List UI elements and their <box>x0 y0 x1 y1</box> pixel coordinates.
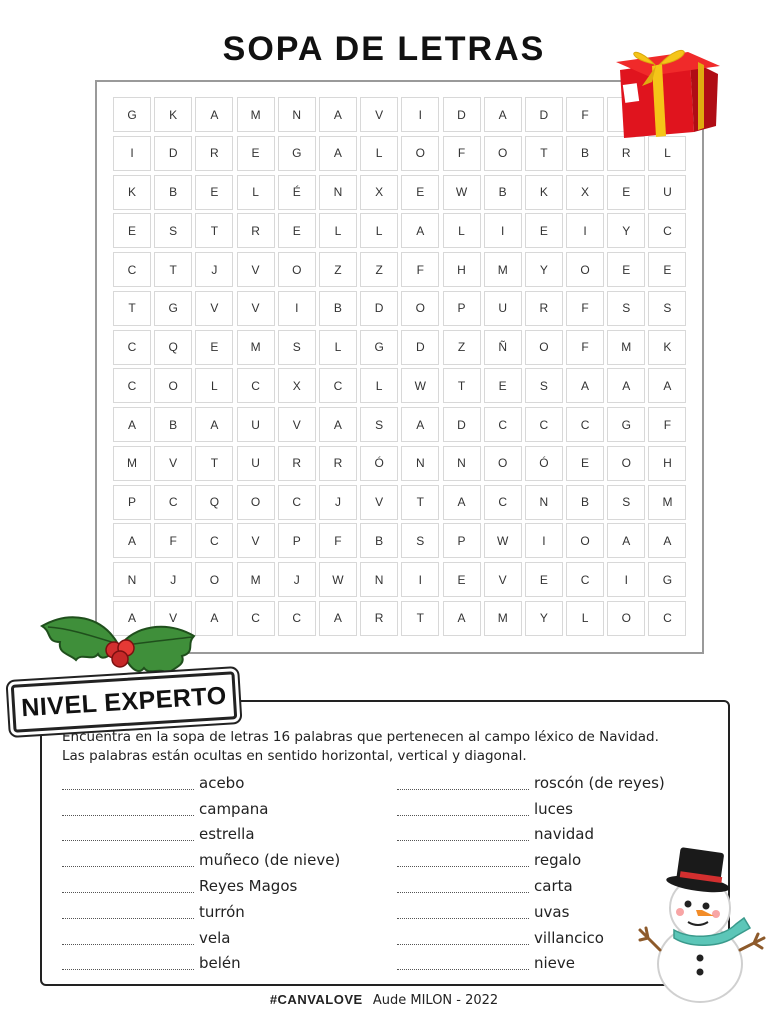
grid-cell[interactable]: N <box>360 562 398 597</box>
grid-cell[interactable]: E <box>401 175 439 210</box>
grid-cell[interactable]: W <box>443 175 481 210</box>
grid-cell[interactable]: A <box>607 523 645 558</box>
word-list-item <box>397 770 665 796</box>
grid-cell[interactable]: D <box>360 291 398 326</box>
grid-cell[interactable]: R <box>319 446 357 481</box>
grid-cell[interactable]: B <box>154 407 192 442</box>
grid-cell[interactable]: B <box>566 136 604 171</box>
grid-cell[interactable]: A <box>195 407 233 442</box>
grid-cell[interactable]: A <box>443 485 481 520</box>
grid-cell[interactable]: V <box>237 291 275 326</box>
answer-line[interactable] <box>397 956 529 970</box>
word-list-item <box>62 770 340 796</box>
grid-cell[interactable]: U <box>237 407 275 442</box>
grid-cell[interactable]: L <box>648 136 686 171</box>
grid-cell[interactable]: P <box>443 291 481 326</box>
grid-cell[interactable]: C <box>278 601 316 636</box>
grid-cell[interactable]: F <box>648 407 686 442</box>
grid-cell[interactable]: C <box>237 601 275 636</box>
grid-cell[interactable]: D <box>401 330 439 365</box>
grid-cell[interactable]: F <box>566 330 604 365</box>
grid-cell[interactable]: C <box>154 485 192 520</box>
grid-cell[interactable]: F <box>154 523 192 558</box>
grid-cell[interactable]: L <box>195 368 233 403</box>
grid-cell[interactable]: V <box>360 485 398 520</box>
grid-cell[interactable]: T <box>195 446 233 481</box>
grid-cell[interactable]: N <box>401 446 439 481</box>
grid-cell[interactable]: J <box>195 252 233 287</box>
grid-cell[interactable]: T <box>113 291 151 326</box>
grid-cell[interactable]: Y <box>607 213 645 248</box>
grid-cell[interactable]: L <box>443 213 481 248</box>
word-list-item <box>62 873 340 899</box>
grid-cell[interactable]: I <box>401 97 439 132</box>
word-search-grid-frame <box>95 80 704 654</box>
word-label: nieve <box>534 954 576 973</box>
grid-cell[interactable]: O <box>195 562 233 597</box>
grid-cell[interactable]: E <box>195 330 233 365</box>
grid-cell[interactable]: D <box>443 97 481 132</box>
grid-cell[interactable]: L <box>360 213 398 248</box>
gift-box-icon <box>612 40 724 140</box>
grid-cell[interactable]: E <box>607 175 645 210</box>
grid-cell[interactable]: I <box>525 523 563 558</box>
grid-cell[interactable]: Z <box>443 330 481 365</box>
grid-cell[interactable]: H <box>443 252 481 287</box>
grid-cell[interactable]: O <box>401 291 439 326</box>
grid-cell[interactable]: C <box>319 368 357 403</box>
grid-cell[interactable]: O <box>401 136 439 171</box>
grid-cell[interactable]: I <box>401 562 439 597</box>
word-list-item <box>62 847 340 873</box>
grid-cell[interactable]: A <box>113 523 151 558</box>
grid-cell[interactable]: L <box>319 330 357 365</box>
word-list-item <box>397 822 665 848</box>
grid-cell[interactable]: X <box>566 175 604 210</box>
grid-cell[interactable]: O <box>607 601 645 636</box>
grid-cell[interactable]: J <box>154 562 192 597</box>
grid-cell[interactable]: A <box>319 407 357 442</box>
grid-cell[interactable]: T <box>525 136 563 171</box>
grid-cell[interactable]: I <box>278 291 316 326</box>
grid-cell[interactable]: A <box>319 97 357 132</box>
grid-cell[interactable]: A <box>648 368 686 403</box>
grid-cell[interactable]: B <box>319 291 357 326</box>
grid-cell[interactable]: M <box>484 601 522 636</box>
word-list-right <box>397 770 665 976</box>
grid-cell[interactable]: O <box>278 252 316 287</box>
grid-cell[interactable]: C <box>484 485 522 520</box>
grid-cell[interactable]: O <box>484 446 522 481</box>
grid-cell[interactable]: V <box>195 291 233 326</box>
word-label: acebo <box>199 773 245 792</box>
grid-cell[interactable]: P <box>113 485 151 520</box>
grid-cell[interactable]: I <box>113 136 151 171</box>
grid-cell[interactable]: M <box>484 252 522 287</box>
grid-cell[interactable]: M <box>237 97 275 132</box>
grid-cell[interactable]: V <box>360 97 398 132</box>
grid-cell[interactable]: Q <box>195 485 233 520</box>
word-list-item <box>397 899 665 925</box>
grid-cell[interactable]: E <box>648 252 686 287</box>
grid-cell[interactable]: G <box>154 291 192 326</box>
level-badge: NIVEL EXPERTO <box>11 671 238 733</box>
word-list-item <box>62 822 340 848</box>
word-label: villancico <box>534 928 604 947</box>
grid-cell[interactable]: N <box>443 446 481 481</box>
grid-cell[interactable]: C <box>566 562 604 597</box>
grid-cell[interactable]: E <box>278 213 316 248</box>
grid-cell[interactable]: E <box>113 213 151 248</box>
word-label: turrón <box>199 902 245 921</box>
grid-cell[interactable]: B <box>154 175 192 210</box>
grid-cell[interactable]: G <box>607 407 645 442</box>
grid-cell[interactable]: U <box>237 446 275 481</box>
grid-cell[interactable]: K <box>648 330 686 365</box>
grid-cell[interactable]: F <box>566 97 604 132</box>
answer-line[interactable] <box>62 905 194 919</box>
grid-cell[interactable]: N <box>113 562 151 597</box>
footer-author: Aude MILON - 2022 <box>372 993 499 1008</box>
word-list-item <box>62 899 340 925</box>
grid-cell[interactable]: V <box>154 446 192 481</box>
grid-cell[interactable]: J <box>278 562 316 597</box>
grid-cell[interactable]: S <box>525 368 563 403</box>
grid-cell[interactable]: E <box>237 136 275 171</box>
instructions-panel <box>40 700 730 986</box>
grid-cell[interactable]: F <box>566 291 604 326</box>
grid-cell[interactable]: S <box>607 291 645 326</box>
grid-cell[interactable]: Ó <box>360 446 398 481</box>
grid-cell[interactable]: C <box>484 407 522 442</box>
grid-cell[interactable]: V <box>237 523 275 558</box>
grid-cell[interactable]: F <box>443 136 481 171</box>
answer-line[interactable] <box>397 802 529 816</box>
grid-cell[interactable]: K <box>154 97 192 132</box>
grid-cell[interactable]: I <box>484 213 522 248</box>
grid-cell[interactable]: Z <box>319 252 357 287</box>
grid-cell[interactable]: Z <box>360 252 398 287</box>
grid-cell[interactable]: X <box>278 368 316 403</box>
word-list-item <box>397 796 665 822</box>
grid-cell[interactable]: É <box>278 175 316 210</box>
word-list-left <box>62 770 340 976</box>
grid-cell[interactable]: T <box>195 213 233 248</box>
word-label: navidad <box>534 825 594 844</box>
word-label: Reyes Magos <box>199 877 298 896</box>
word-list-item <box>397 951 665 977</box>
grid-cell[interactable]: A <box>484 97 522 132</box>
grid-cell[interactable]: E <box>525 562 563 597</box>
grid-cell[interactable]: G <box>113 97 151 132</box>
grid-cell[interactable]: L <box>319 213 357 248</box>
grid-cell[interactable]: O <box>484 136 522 171</box>
word-label: uvas <box>534 902 570 921</box>
grid-cell[interactable]: K <box>113 175 151 210</box>
grid-cell[interactable]: L <box>360 136 398 171</box>
word-list-item <box>397 925 665 951</box>
grid-cell[interactable]: A <box>401 213 439 248</box>
grid-cell[interactable]: X <box>360 175 398 210</box>
answer-line[interactable] <box>397 931 529 945</box>
grid-cell[interactable]: W <box>484 523 522 558</box>
grid-cell[interactable]: C <box>278 485 316 520</box>
grid-cell[interactable]: I <box>607 562 645 597</box>
grid-cell[interactable]: R <box>195 136 233 171</box>
grid-cell[interactable]: C <box>113 330 151 365</box>
grid-cell[interactable]: V <box>278 407 316 442</box>
grid-cell[interactable]: A <box>319 601 357 636</box>
grid-cell[interactable]: E <box>607 252 645 287</box>
word-label: regalo <box>534 851 582 870</box>
answer-line[interactable] <box>397 905 529 919</box>
word-label: campana <box>199 799 269 818</box>
grid-cell[interactable]: W <box>401 368 439 403</box>
grid-cell[interactable]: T <box>401 485 439 520</box>
grid-cell[interactable]: U <box>648 175 686 210</box>
grid-cell[interactable]: C <box>195 523 233 558</box>
grid-cell[interactable]: W <box>319 562 357 597</box>
answer-line[interactable] <box>62 956 194 970</box>
grid-cell[interactable]: P <box>278 523 316 558</box>
word-list-item <box>62 925 340 951</box>
instructions-text <box>62 728 712 766</box>
grid-cell[interactable]: A <box>195 601 233 636</box>
word-search-grid <box>113 97 686 636</box>
grid-cell[interactable]: N <box>278 97 316 132</box>
grid-cell[interactable]: C <box>113 368 151 403</box>
grid-cell[interactable]: V <box>237 252 275 287</box>
answer-line[interactable] <box>62 931 194 945</box>
word-label: belén <box>199 954 241 973</box>
word-list-item <box>397 873 665 899</box>
answer-line[interactable] <box>62 827 194 841</box>
grid-cell[interactable]: A <box>401 407 439 442</box>
grid-cell[interactable]: A <box>195 97 233 132</box>
grid-cell[interactable]: C <box>648 213 686 248</box>
grid-cell[interactable]: G <box>360 330 398 365</box>
grid-cell[interactable]: V <box>154 601 192 636</box>
word-label: estrella <box>199 825 255 844</box>
page-title: SOPA DE LETRAS <box>222 30 546 68</box>
grid-cell[interactable]: A <box>607 368 645 403</box>
answer-line[interactable] <box>62 802 194 816</box>
grid-cell[interactable]: T <box>154 252 192 287</box>
grid-cell[interactable]: C <box>237 368 275 403</box>
snowman-icon <box>636 846 768 1006</box>
grid-cell[interactable]: Q <box>154 330 192 365</box>
grid-cell[interactable]: O <box>525 330 563 365</box>
grid-cell[interactable]: N <box>525 485 563 520</box>
grid-cell[interactable]: S <box>401 523 439 558</box>
grid-cell[interactable]: S <box>607 485 645 520</box>
answer-line[interactable] <box>397 853 529 867</box>
grid-cell[interactable]: G <box>648 562 686 597</box>
grid-cell[interactable]: A <box>113 407 151 442</box>
grid-cell[interactable]: J <box>319 485 357 520</box>
grid-cell[interactable]: O <box>566 252 604 287</box>
grid-cell[interactable]: O <box>607 446 645 481</box>
grid-cell[interactable]: D <box>525 97 563 132</box>
grid-cell[interactable]: E <box>484 368 522 403</box>
grid-cell[interactable]: N <box>319 175 357 210</box>
grid-cell[interactable]: B <box>566 485 604 520</box>
grid-cell[interactable]: L <box>566 601 604 636</box>
grid-cell[interactable]: Ñ <box>484 330 522 365</box>
grid-cell[interactable]: R <box>525 291 563 326</box>
grid-cell[interactable]: M <box>237 330 275 365</box>
grid-cell[interactable]: S <box>154 213 192 248</box>
grid-cell[interactable]: Y <box>525 252 563 287</box>
grid-cell[interactable]: M <box>648 485 686 520</box>
grid-cell[interactable]: E <box>566 446 604 481</box>
grid-cell[interactable]: M <box>237 562 275 597</box>
grid-cell[interactable]: S <box>648 291 686 326</box>
grid-cell[interactable]: O <box>154 368 192 403</box>
grid-cell[interactable]: L <box>237 175 275 210</box>
grid-cell[interactable]: V <box>484 562 522 597</box>
grid-cell[interactable]: O <box>566 523 604 558</box>
answer-line[interactable] <box>397 879 529 893</box>
grid-cell[interactable]: E <box>195 175 233 210</box>
grid-cell[interactable]: S <box>360 407 398 442</box>
grid-cell[interactable]: A <box>443 601 481 636</box>
grid-cell[interactable]: R <box>607 136 645 171</box>
grid-cell[interactable]: Ó <box>525 446 563 481</box>
grid-cell[interactable]: C <box>566 407 604 442</box>
grid-cell[interactable]: B <box>484 175 522 210</box>
grid-cell[interactable]: F <box>319 523 357 558</box>
grid-cell[interactable]: C <box>113 252 151 287</box>
grid-cell[interactable]: K <box>525 175 563 210</box>
grid-cell[interactable]: T <box>401 601 439 636</box>
grid-cell[interactable]: S <box>278 330 316 365</box>
grid-cell[interactable]: R <box>278 446 316 481</box>
word-label: roscón (de reyes) <box>534 773 665 792</box>
instructions-line: Las palabras están ocultas en sentido horizontal, vertical y diagonal. <box>62 748 527 764</box>
grid-cell[interactable]: L <box>360 368 398 403</box>
word-list-item <box>62 951 340 977</box>
grid-cell[interactable]: A <box>113 601 151 636</box>
grid-cell[interactable]: R <box>237 213 275 248</box>
answer-line[interactable] <box>62 776 194 790</box>
grid-cell[interactable]: M <box>607 330 645 365</box>
grid-cell[interactable]: G <box>278 136 316 171</box>
grid-cell[interactable]: O <box>237 485 275 520</box>
word-label: carta <box>534 877 573 896</box>
answer-line[interactable] <box>62 853 194 867</box>
grid-cell[interactable]: E <box>525 213 563 248</box>
word-label: vela <box>199 928 231 947</box>
instructions-line: Encuentra en la sopa de letras 16 palabras que pertenecen al campo léxico de Navidad. <box>62 729 659 745</box>
grid-cell[interactable]: D <box>443 407 481 442</box>
grid-cell[interactable]: B <box>360 523 398 558</box>
grid-cell[interactable]: T <box>443 368 481 403</box>
answer-line[interactable] <box>397 827 529 841</box>
word-label: muñeco (de nieve) <box>199 851 341 870</box>
answer-line[interactable] <box>62 879 194 893</box>
grid-cell[interactable]: A <box>319 136 357 171</box>
grid-cell[interactable]: A <box>648 523 686 558</box>
grid-cell[interactable]: E <box>443 562 481 597</box>
grid-cell[interactable]: C <box>525 407 563 442</box>
word-list-item <box>62 796 340 822</box>
answer-line[interactable] <box>397 776 529 790</box>
word-list-item <box>397 847 665 873</box>
grid-cell[interactable]: R <box>360 601 398 636</box>
grid-cell[interactable]: U <box>484 291 522 326</box>
grid-cell[interactable]: D <box>154 136 192 171</box>
grid-cell[interactable]: I <box>566 213 604 248</box>
grid-cell[interactable]: F <box>401 252 439 287</box>
grid-cell[interactable]: Y <box>525 601 563 636</box>
grid-cell[interactable]: H <box>648 446 686 481</box>
grid-cell[interactable]: A <box>566 368 604 403</box>
footer-brand: #CANVALOVE <box>269 992 363 1007</box>
word-label: luces <box>534 799 573 818</box>
grid-cell[interactable]: C <box>648 601 686 636</box>
grid-cell[interactable]: P <box>443 523 481 558</box>
grid-cell[interactable]: M <box>113 446 151 481</box>
